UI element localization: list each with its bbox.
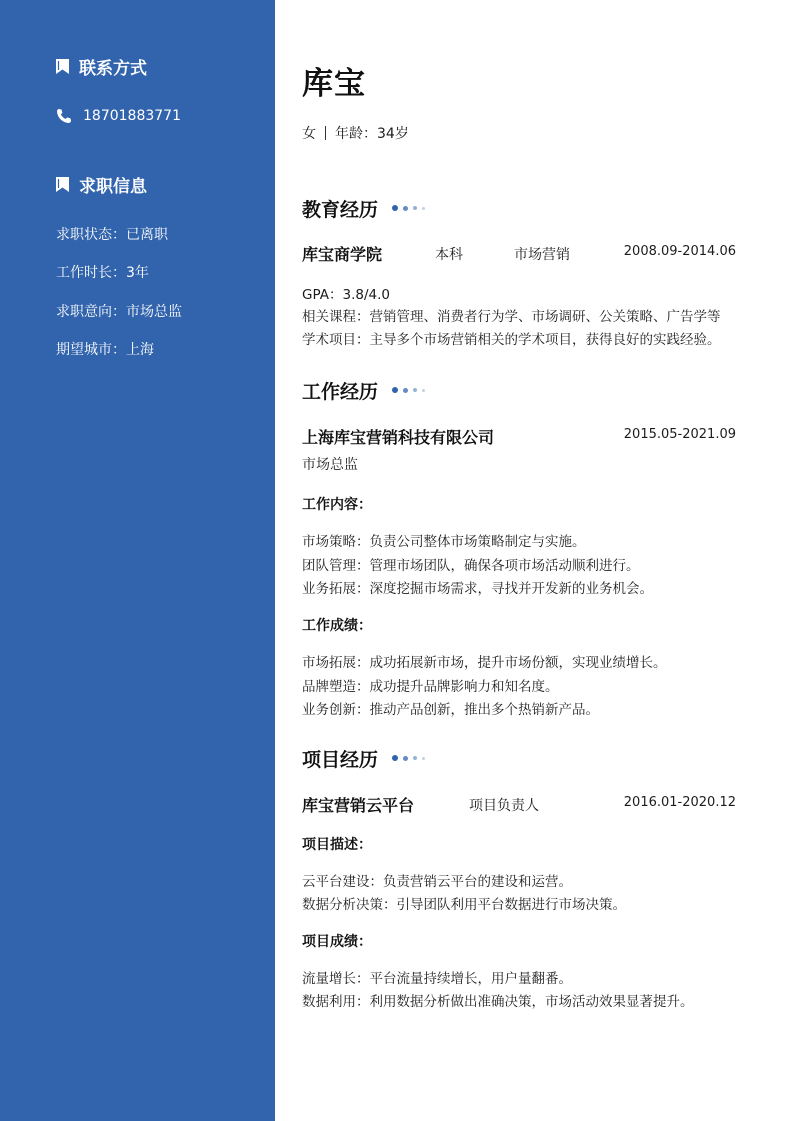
work-date: 2015.05-2021.09: [623, 427, 736, 442]
degree: 本科: [435, 247, 463, 263]
project-title: 项目经历: [302, 748, 379, 771]
project-achieve-line: 数据利用：利用数据分析做出准确决策，市场活动效果显著提升。: [302, 994, 694, 1010]
job-status-row: [56, 224, 168, 244]
expected-city-row: [56, 339, 154, 359]
expected-city-label: 期望城市：: [56, 342, 126, 358]
work-content-line: 市场策略：负责公司整体市场策略制定与实施。: [302, 534, 586, 550]
job-status-label: 求职状态：: [56, 227, 126, 243]
dots-decoration: [392, 205, 430, 211]
job-info-heading: [56, 172, 147, 196]
dots-decoration: [392, 755, 430, 761]
job-intent-row: [56, 301, 182, 321]
contact-title: 联系方式: [79, 58, 147, 79]
project-achieve-line: 流量增长：平台流量持续增长，用户量翻番。: [302, 971, 572, 987]
work-achieve-line: 市场拓展：成功拓展新市场，提升市场份额，实现业绩增长。: [302, 655, 667, 671]
work-achieve-line: 业务创新：推动产品创新，推出多个热销新产品。: [302, 702, 599, 718]
work-achieve-line: 品牌塑造：成功提升品牌影响力和知名度。: [302, 679, 559, 695]
work-duration-value: 3年: [126, 265, 149, 281]
school-name: 库宝商学院: [302, 245, 383, 264]
phone-number: 18701883771: [83, 108, 181, 124]
work-duration-label: 工作时长：: [56, 265, 126, 281]
project-name: 库宝营销云平台: [302, 796, 415, 815]
courses-line: 相关课程：营销管理、消费者行为学、市场调研、公关策略、广告学等: [302, 309, 721, 325]
candidate-name: 库宝: [302, 66, 366, 102]
work-title: 工作经历: [302, 380, 379, 403]
phone-row: [56, 106, 181, 126]
phone-icon: [56, 108, 72, 124]
company-name: 上海库宝营销科技有限公司: [302, 428, 495, 447]
work-row: [302, 425, 736, 447]
basic-info: [302, 123, 409, 143]
education-title: 教育经历: [302, 198, 379, 221]
work-content-line: 业务拓展：深度挖掘市场需求，寻找并开发新的业务机会。: [302, 581, 653, 597]
work-heading: [302, 377, 430, 403]
project-date: 2016.01-2020.12: [623, 795, 736, 810]
work-achieve-title: 工作成绩：: [302, 618, 372, 634]
project-desc-title: 项目描述：: [302, 837, 372, 853]
contact-heading: [56, 54, 147, 78]
project-achieve-title: 项目成绩：: [302, 934, 372, 950]
expected-city-value: 上海: [126, 342, 154, 358]
position: 市场总监: [302, 457, 358, 473]
academic-project-line: 学术项目：主导多个市场营销相关的学术项目，获得良好的实践经验。: [302, 332, 721, 348]
bookmark-icon: [56, 177, 69, 192]
work-content-line: 团队管理：管理市场团队，确保各项市场活动顺利进行。: [302, 558, 640, 574]
project-row: [302, 793, 736, 815]
bookmark-icon: [56, 59, 69, 74]
education-row: [302, 242, 736, 264]
project-heading: [302, 745, 430, 771]
job-intent-label: 求职意向：: [56, 304, 126, 320]
job-info-title: 求职信息: [79, 176, 147, 197]
education-date: 2008.09-2014.06: [623, 244, 736, 259]
project-desc-line: 云平台建设：负责营销云平台的建设和运营。: [302, 874, 572, 890]
education-heading: [302, 195, 430, 221]
work-content-title: 工作内容：: [302, 497, 372, 513]
job-intent-value: 市场总监: [126, 304, 182, 320]
job-status-value: 已离职: [126, 227, 168, 243]
major: 市场营销: [514, 247, 570, 263]
project-role: 项目负责人: [469, 798, 539, 814]
age: 年龄：34岁: [335, 126, 409, 142]
project-desc-line: 数据分析决策：引导团队利用平台数据进行市场决策。: [302, 897, 626, 913]
gpa-line: GPA：3.8/4.0: [302, 287, 390, 303]
sidebar: [0, 0, 275, 1121]
work-duration-row: [56, 262, 149, 282]
dots-decoration: [392, 387, 430, 393]
divider: [325, 126, 326, 140]
gender: 女: [302, 126, 316, 142]
